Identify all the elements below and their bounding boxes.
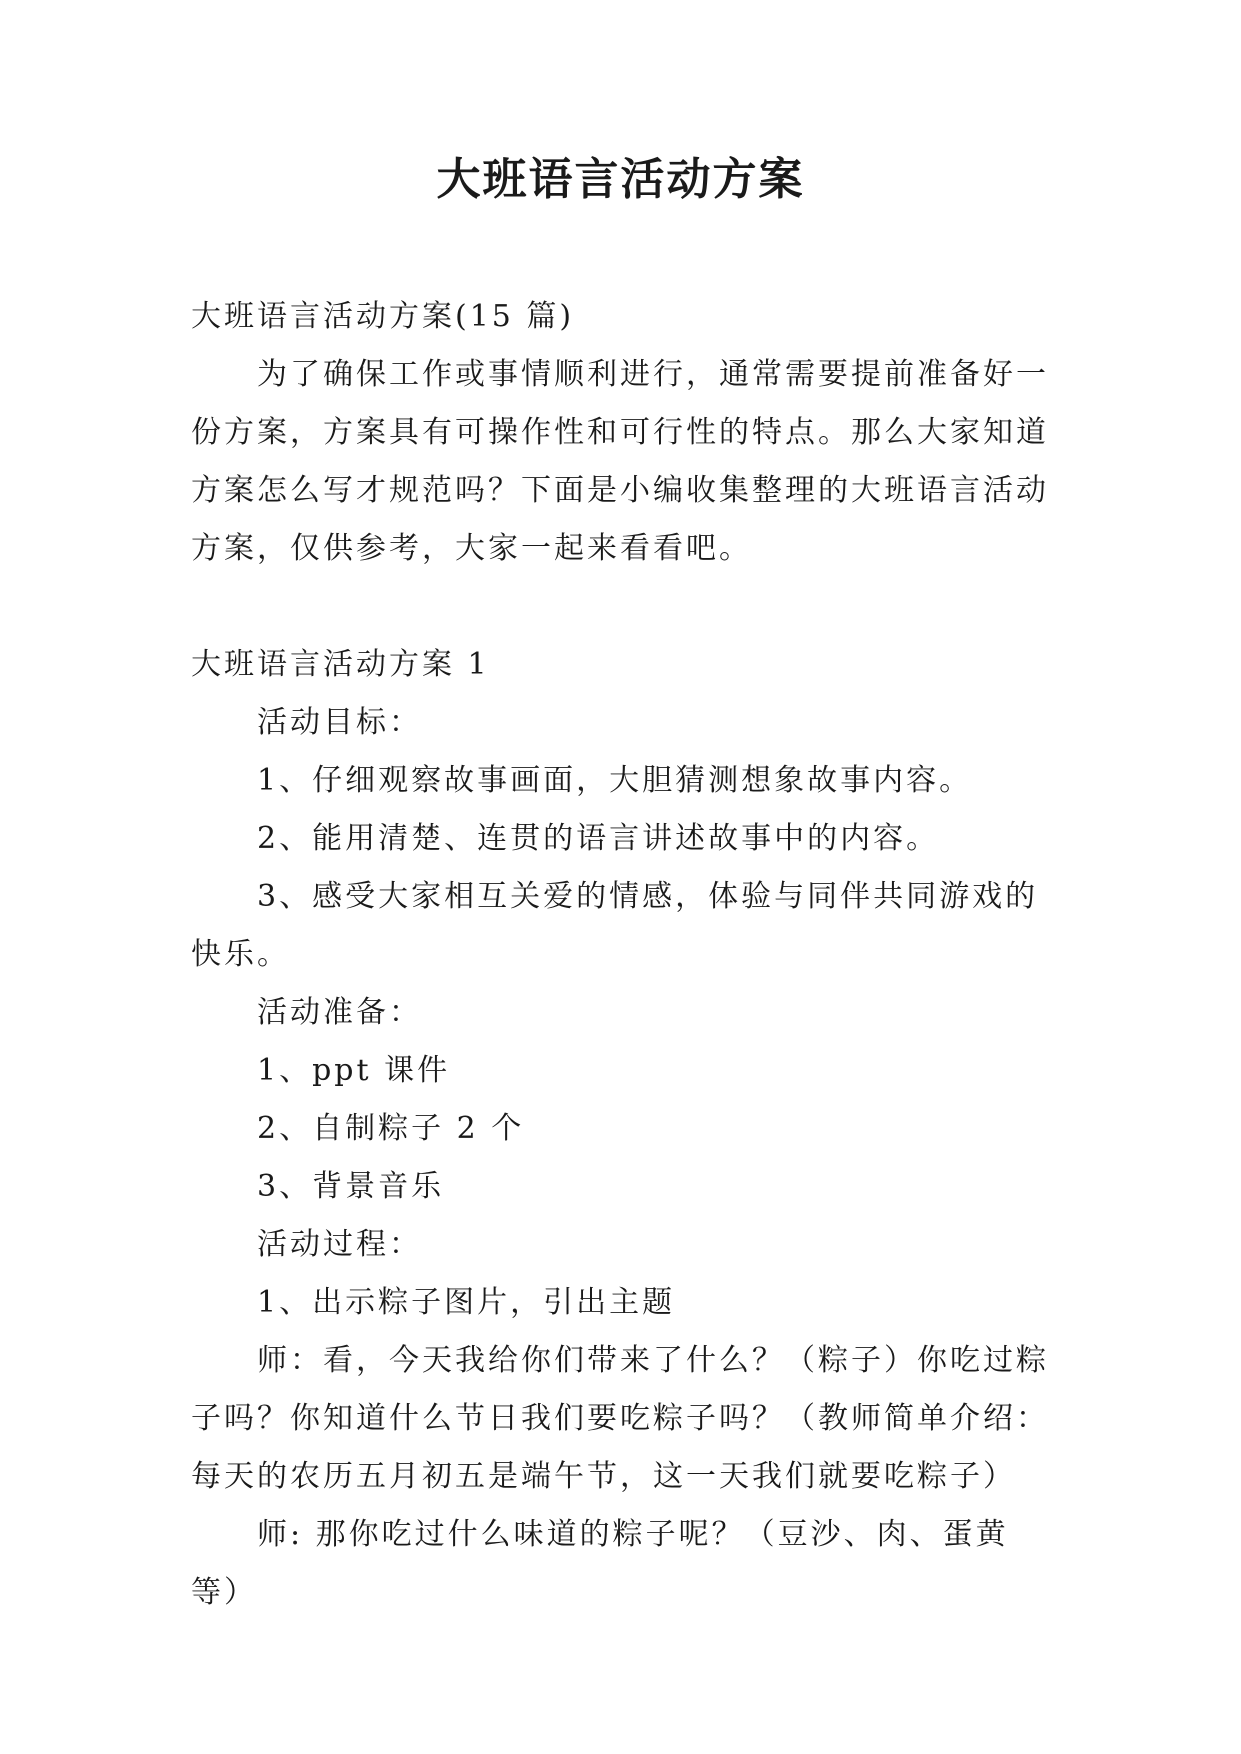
- paragraph-prep-label: 活动准备：: [257, 995, 422, 1030]
- document-subtitle: 大班语言活动方案(15 篇): [191, 299, 575, 334]
- paragraph-goal-1: 1、仔细观察故事画面，大胆猜测想象故事内容。: [257, 763, 973, 798]
- paragraph-prep-1: 1、ppt 课件: [257, 1053, 451, 1088]
- paragraph-gap: [191, 578, 1051, 636]
- paragraph-goal-3: 3、感受大家相互关爱的情感，体验与同伴共同游戏的快乐。: [191, 879, 1039, 972]
- document-body: [191, 288, 1051, 1622]
- section-heading: 大班语言活动方案 1: [191, 647, 490, 682]
- paragraph-goal-2: 2、能用清楚、连贯的语言讲述故事中的内容。: [257, 821, 940, 856]
- paragraph-process-1: 1、出示粽子图片，引出主题: [257, 1285, 676, 1320]
- intro-paragraph: 为了确保工作或事情顺利进行，通常需要提前准备好一份方案，方案具有可操作性和可行性的特点。那么大家知道方案怎么写才规范吗？下面是小编收集整理的大班语言活动方案，仅供参考，大家一起来看看吧。: [191, 357, 1049, 566]
- paragraph-goals-label: 活动目标：: [257, 705, 422, 740]
- paragraph-dialogue-2: 师: 那你吃过什么味道的粽子呢？（豆沙、肉、蛋黄等）: [191, 1517, 1009, 1610]
- paragraph-process-label: 活动过程：: [257, 1227, 422, 1262]
- paragraph-dialogue-1: 师：看，今天我给你们带来了什么？（粽子）你吃过粽子吗？你知道什么节日我们要吃粽子吗？（教师简单介绍：每天的农历五月初五是端午节，这一天我们就要吃粽子）: [191, 1343, 1049, 1494]
- document-title: 大班语言活动方案: [436, 154, 805, 205]
- paragraph-prep-3: 3、背景音乐: [257, 1169, 445, 1204]
- paragraph-prep-2: 2、自制粽子 2 个: [257, 1111, 525, 1146]
